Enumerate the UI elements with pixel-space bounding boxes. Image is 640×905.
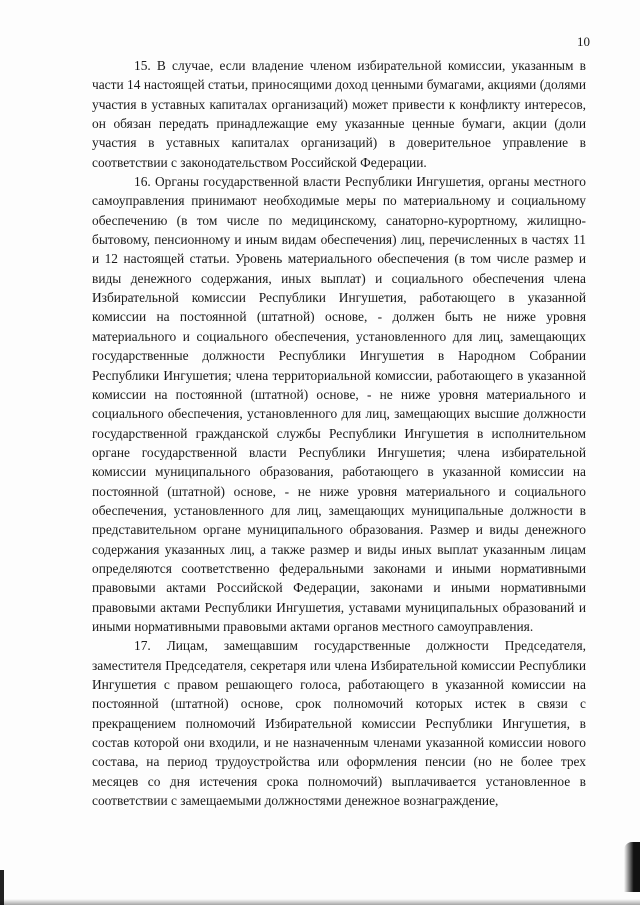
page-number: 10 bbox=[577, 34, 590, 49]
paragraph-15: 15. В случае, если владение членом избирательной комиссии, указанным в части 14 настоящей статьи, приносящими доход ценными бумагами, акциями (долями участия в уставных капиталах организаций) может привести к конфликту интересов, он обязан передать принадлежащие ему указанные ценные бумаги, акции (доли участия в уставных капиталах организаций) в доверительное управление в соответствии с законодательством Российской Федерации. bbox=[92, 58, 586, 170]
scan-artifact-right bbox=[624, 842, 640, 892]
paragraph-16: 16. Органы государственной власти Республики Ингушетия, органы местного самоуправления принимают необходимые меры по материальному и социальному обеспечению (в том числе по медицинскому, санаторно-курортному, жилищно-бытовому, пенсионному и иным видам обеспечения) лиц, перечисленных в частях 11 и 12 настоящей статьи. Уровень материального обеспечения (в том числе размер и виды денежного содержания, иных выплат) и социального обеспечения члена Избирательной комиссии Республики Ингушетия, работающего в указанной комиссии на постоянной (штатной) основе, - должен быть не ниже уровня материального и социального обеспечения, установленного для лиц, замещающих государственные должности Республики Ингушетия в Народном Собрании Республики Ингушетия; члена территориальной комиссии, работающего в указанной комиссии на постоянной (штатной) основе, - не ниже уровня материального и социального обеспечения, установленного для лиц, замещающих высшие должности государственной гражданской службы Республики Ингушетия в исполнительном органе государственной власти Республики Ингушетия; члена избирательной комиссии муниципального образования, работающего в указанной комиссии на постоянной (штатной) основе, - не ниже уровня материального и социального обеспечения, установленного для лиц, замещающих муниципальные должности в представительном органе муниципального образования. Размер и виды денежного содержания указанных лиц, а также размер и виды иных выплат указанным лицам определяются соответственно федеральными законами и иными нормативными правовыми актами Российской Федерации, законами и иными нормативными правовыми актами Республики Ингушетия, уставами муниципальных образований и иными нормативными правовыми актами органов местного самоуправления. bbox=[92, 174, 586, 634]
scan-artifact-bottom bbox=[0, 899, 640, 905]
document-body bbox=[92, 56, 586, 810]
paragraph-17: 17. Лицам, замещавшим государственные должности Председателя, заместителя Председателя, секретаря или члена Избирательной комиссии Республики Ингушетия с правом решающего голоса, работающего в указанной комиссии на постоянной (штатной) основе, срок полномочий которых истек в связи с прекращением полномочий Избирательной комиссии Республики Ингушетия, в состав которой они входили, и не назначенным членами указанной комиссии нового состава, на период трудоустройства или оформления пенсии (но не более трех месяцев со дня истечения срока полномочий) выплачивается установленное в соответствии с замещаемыми должностями денежное вознаграждение, bbox=[92, 638, 586, 809]
